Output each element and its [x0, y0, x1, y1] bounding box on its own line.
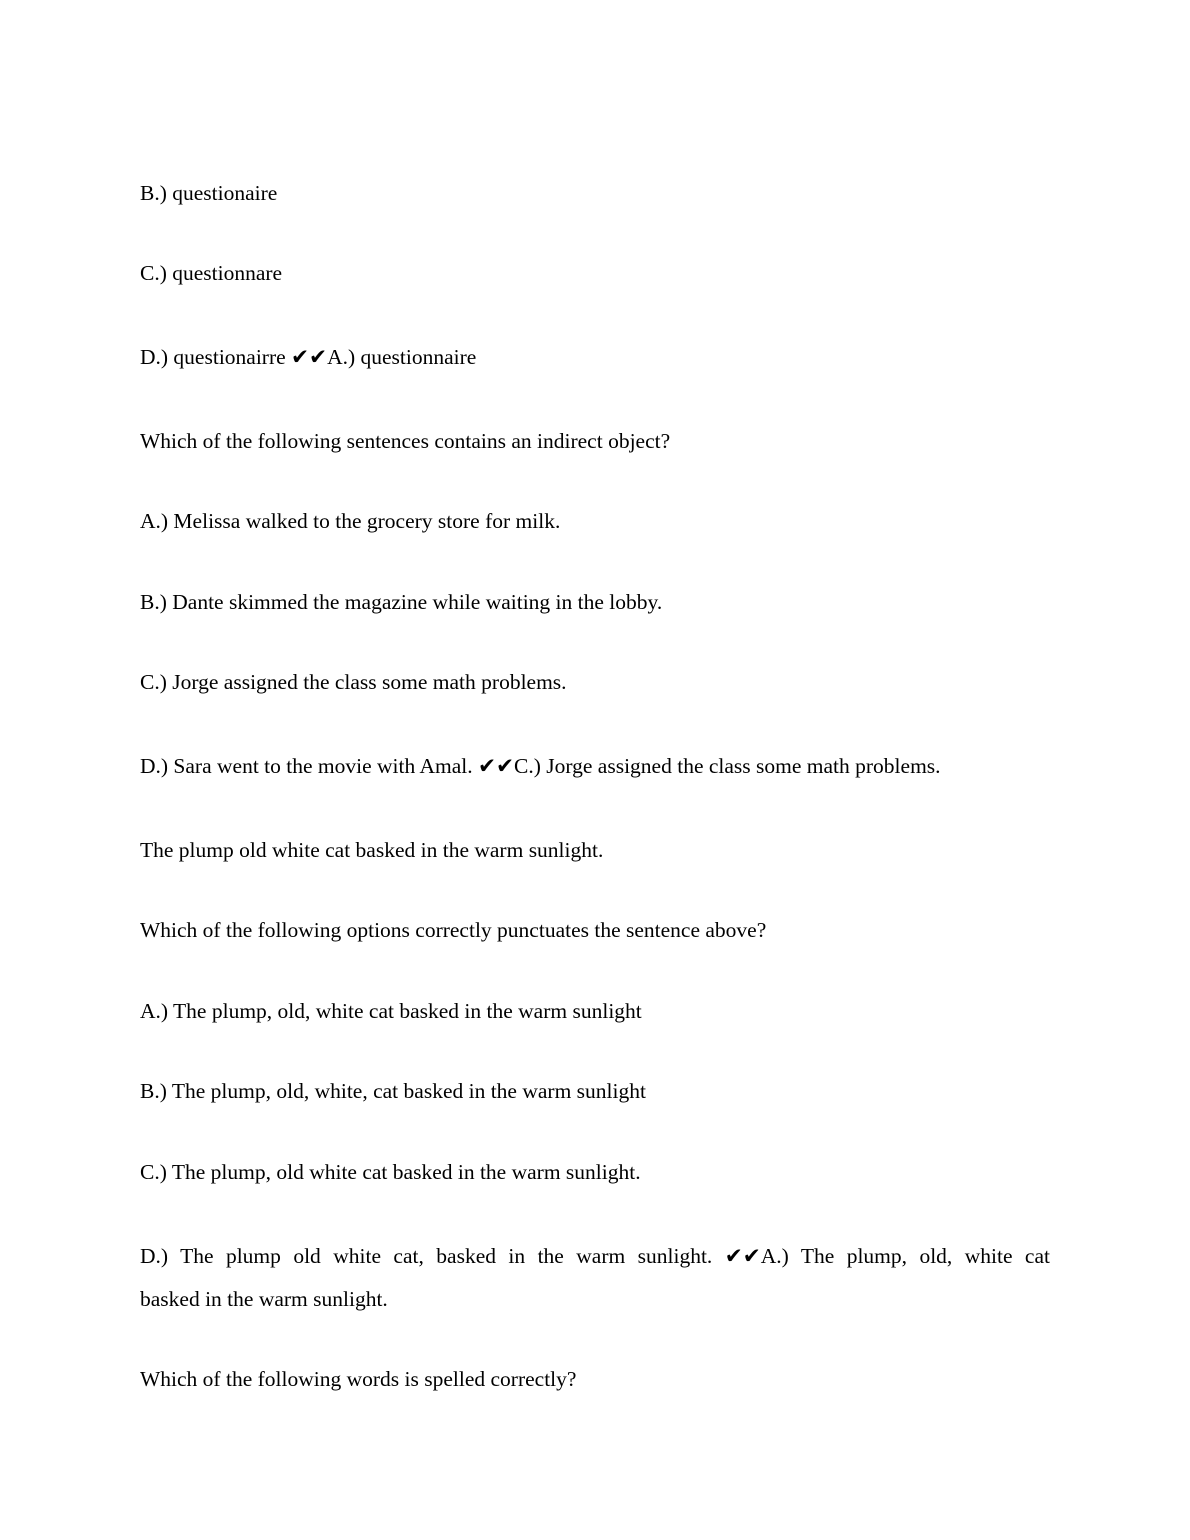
answer-option: A.) The plump, old, white cat basked in the warm sunlight: [140, 999, 642, 1023]
answer-option-with-key: D.) questionairre ✔✔A.) questionnaire: [140, 345, 477, 369]
question-sentence: The plump old white cat basked in the warm sunlight.: [140, 838, 604, 862]
question-text: Which of the following sentences contains an indirect object?: [140, 429, 671, 453]
answer-option: B.) The plump, old, white, cat basked in the warm sunlight: [140, 1079, 646, 1103]
answer-option: B.) Dante skimmed the magazine while waiting in the lobby.: [140, 590, 663, 614]
question-text: Which of the following words is spelled correctly?: [140, 1367, 577, 1391]
answer-option: A.) Melissa walked to the grocery store for milk.: [140, 509, 561, 533]
answer-option-with-key: D.) The plump old white cat, basked in the warm sunlight. ✔✔A.) The plump, old, white cat: [140, 1244, 1050, 1268]
answer-option-with-key: D.) Sara went to the movie with Amal. ✔✔C.) Jorge assigned the class some math problems.: [140, 754, 941, 778]
answer-option: B.) questionaire: [140, 181, 278, 205]
answer-option: C.) Jorge assigned the class some math problems.: [140, 670, 567, 694]
answer-option: C.) questionnare: [140, 261, 283, 285]
answer-continuation: basked in the warm sunlight.: [140, 1287, 388, 1311]
answer-option: C.) The plump, old white cat basked in the warm sunlight.: [140, 1160, 641, 1184]
question-text: Which of the following options correctly punctuates the sentence above?: [140, 918, 767, 942]
